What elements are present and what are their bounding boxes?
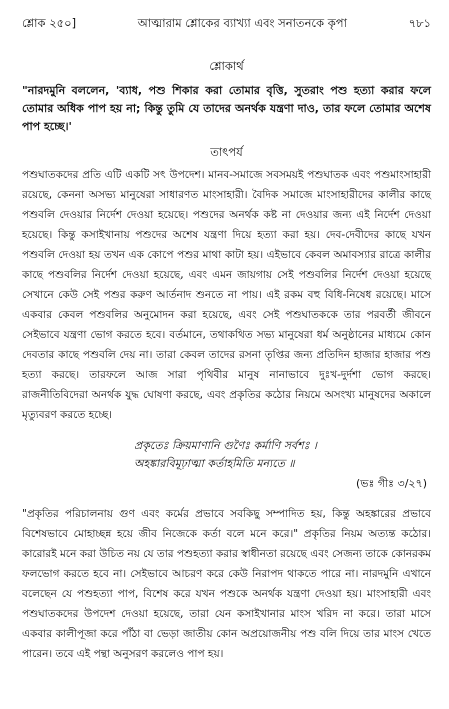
verse-reference: শ্লোক ২৫০]	[22, 16, 77, 30]
verse-citation: (ভঃ গীঃ ৩/২৭)	[355, 477, 427, 490]
translation-text: "নারদমুনি বললেন, 'ব্যাধ, পশু শিকার করা তোমার বৃত্তি, সুতরাং পশু হত্যা করার ফলে তোমার অধিক পাপ হয় না; কিন্তু তুমি যে তাদের অনর্থক যন্ত্রণা দাও, তার ফলে তোমার অশেষ পাপ হচ্ছে।'	[22, 84, 431, 133]
page-header	[22, 16, 431, 36]
purport-paragraph-1: পশুঘাতকদের প্রতি এটি একটি সৎ উপদেশ। মানব-সমাজে সবসময়ই পশুঘাতক এবং পশুমাংসাহারী রয়েছে, কেননা অসভ্য মানুষেরা সাধারণত মাংসাহারী। বৈদিক সমাজে মাংসাহারীদের কালীর কাছে পশুবলি দেওয়ার নির্দেশ দেওয়া হয়েছে। পশুদের অনর্থক কষ্ট না দেওয়ার জন্য এই নির্দেশ দেওয়া হয়েছে। কিন্তু কসাইখানায় পশুদের অশেষ যন্ত্রণা দিয়ে হত্যা করা হয়। দেব-দেবীদের কাছে যখন পশুবলি দেওয়া হয় তখন এক কোপে পশুর মাথা কাটা হয়। এইভাবে কেবল অমাবস্যার রাত্রে কালীর কাছে পশুবলির নির্দেশ দেওয়া হয়েছে, এবং এমন জায়গায় সেই পশুবলির নির্দেশ দেওয়া হয়েছে সেখানে কেউ সেই পশুর করুণ আর্তনাদ শুনতে না পায়। এই রকম বহু বিধি-নিষেধ রয়েছে। মাসে একবার কেবল পশুবলির অনুমোদন করা হয়েছে, এবং সেই পশুঘাতককে তার পরবর্তী জীবনে সেইভাবে যন্ত্রণা ভোগ করতে হবে। বর্তমানে, তথাকথিত সভ্য মানুষেরা ধর্ম অনুষ্ঠানের মাধ্যমে কোন দেবতার কাছে পশুবলি দেয় না। তারা কেবল তাদের রসনা তৃপ্তির জন্য প্রতিদিন হাজার হাজার পশু হত্যা করছে। তারফলে আজ সারা পৃথিবীর মানুষ নানাভাবে দুঃখ-দুর্দশা ভোগ করছে। রাজনীতিবিদেরা অনর্থক যুদ্ধ ঘোষণা করছে, এবং প্রকৃতির কঠোর নিয়মে অসংখ্য মানুষদের অকালে মৃত্যুবরণ করতে হচ্ছে।	[22, 169, 431, 421]
gita-verse	[22, 437, 431, 473]
translation-heading: শ্লোকার্থ	[209, 59, 244, 73]
purport-paragraph-2: "প্রকৃতির পরিচালনায় গুণ এবং কর্মের প্রভাবে সবকিছু সম্পাদিত হয়, কিন্তু অহঙ্কারের প্রভাবে বিশেষভাবে মোহাচ্ছন্ন হয়ে জীব নিজেকে কর্তা বলে মনে করে।" প্রকৃতির নিয়ম অত্যন্ত কঠোর। কারোরই মনে করা উচিত নয় যে তার পশুহত্যা করার স্বাধীনতা রয়েছে এবং সেজন্য তাকে কোনরকম ফলভোগ করতে হবে না। সেইভাবে আচরণ করে কেউ নিরাপদ থাকতে পারে না। নারদমুনি এখানে বলেছেন যে পশুহত্যা পাপ, বিশেষ করে যখন পশুকে অনর্থক যন্ত্রণা দেওয়া হয়। মাংসাহারী এবং পশুঘাতকদের উপদেশ দেওয়া হয়েছে, তারা যেন কসাইখানার মাংস খরিদ না করে। তারা মাসে একবার কালীপূজা করে পাঁঠা বা ভেড়া জাতীয় কোন অপ্রয়োজনীয় পশু বলি দিয়ে তার মাংস খেতে পারেন। তবে এই পন্থা অনুসরণ করলেও পাপ হয়।	[22, 508, 431, 660]
verse-line-2: অহঙ্কারবিমূঢ়াত্মা কর্তাহমিতি মন্যতে ॥	[134, 457, 295, 470]
verse-line-1: প্রকৃতেঃ ক্রিয়মাণানি গুণৈঃ কর্মাণি সর্বশঃ ।	[134, 439, 317, 452]
page-number: ৭৮১	[408, 16, 431, 30]
chapter-title: আত্মারাম শ্লোকের ব্যাখ্যা এবং সনাতনকে কৃপা	[137, 16, 347, 30]
purport-heading: তাৎপর্য	[210, 145, 243, 159]
